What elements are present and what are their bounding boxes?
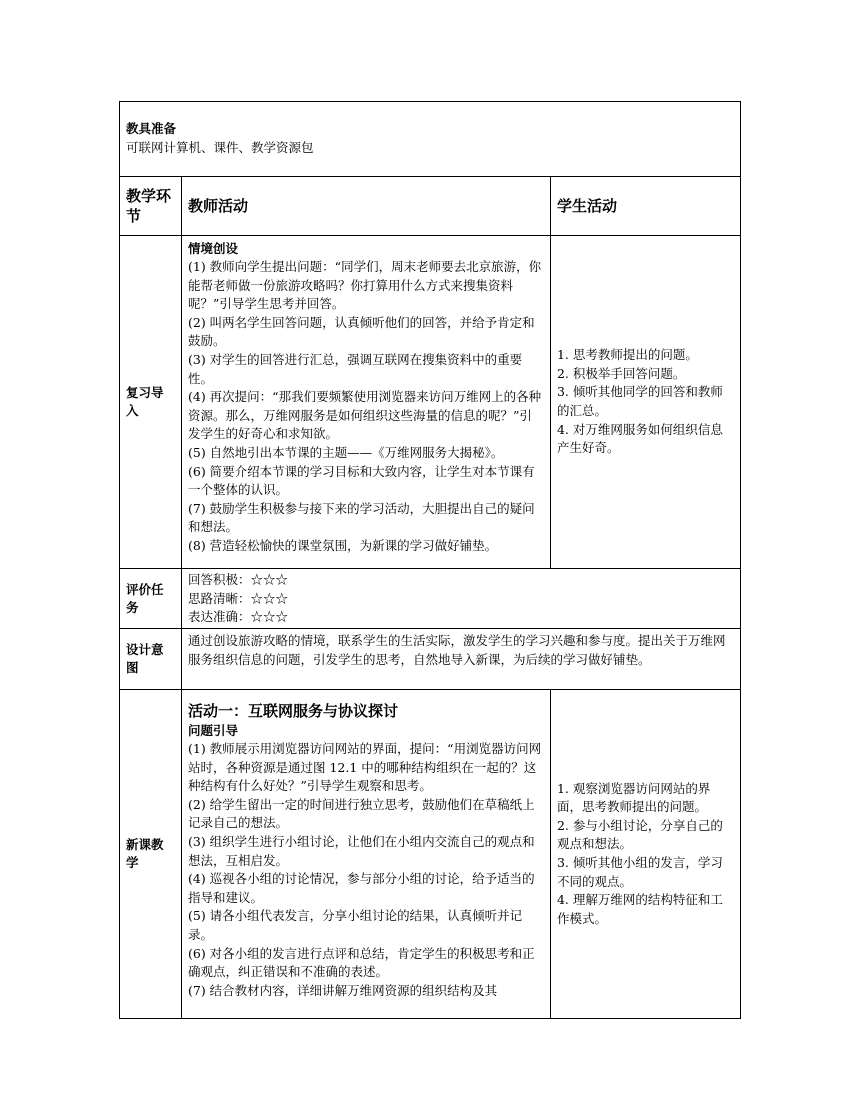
newlesson-student-cell [550,690,740,1019]
prep-cell [120,102,741,177]
review-subtitle: 情境创设 [188,241,239,256]
eval-item-2: 思路清晰：☆☆☆ [188,590,289,606]
review-student-1: 1. 思考教师提出的问题。 [556,347,698,363]
header-row [120,177,741,236]
prep-content: 可联网计算机、课件、教学资源包 [126,139,314,155]
newlesson-teacher-6: (6) 对各小组的发言进行点评和总结，肯定学生的积极思考和正确观点，纠正错误和不准确的表述。 [188,945,535,980]
lesson-plan-table [119,101,741,1019]
review-teacher-7: (7) 鼓励学生积极参与接下来的学习活动，大胆提出自己的疑问和想法。 [188,500,535,535]
design-label: 设计意图 [120,629,182,690]
newlesson-teacher-4: (4) 巡视各小组的讨论情况，参与部分小组的讨论，给予适当的指导和建议。 [188,871,535,905]
eval-item-1: 回答积极：☆☆☆ [188,572,289,587]
eval-label: 评价任务 [120,569,182,629]
review-student-3: 3. 倾听其他同学的回答和教师的汇总。 [556,384,723,418]
newlesson-label: 新课教学 [120,690,182,1019]
review-teacher-3: (3) 对学生的回答进行汇总，强调互联网在搜集资料中的重要性。 [188,351,523,386]
newlesson-student-2: 2. 参与小组讨论，分享自己的观点和想法。 [556,817,723,852]
newlesson-teacher-2: (2) 给学生留出一定的时间进行独立思考，鼓励他们在草稿纸上记录自己的想法。 [188,796,535,831]
header-stage: 教学环节 [120,177,182,236]
review-teacher-cell [182,236,551,569]
review-student-cell [550,236,740,569]
review-student-4: 4. 对万维网服务如何组织信息产生好奇。 [556,421,723,456]
review-row [120,236,741,569]
review-teacher-2: (2) 叫两名学生回答问题，认真倾听他们的回答，并给予肯定和鼓励。 [188,314,535,349]
newlesson-teacher-5: (5) 请各小组代表发言，分享小组讨论的结果，认真倾听并记录。 [188,908,523,942]
newlesson-subtitle: 问题引导 [188,723,239,738]
newlesson-teacher-7: (7) 结合教材内容，详细讲解万维网资源的组织结构及其 [188,982,498,998]
header-teacher: 教师活动 [182,177,551,236]
review-teacher-5: (5) 自然地引出本节课的主题——《万维网服务大揭秘》。 [188,444,504,460]
prep-row [120,102,741,177]
newlesson-student-1: 1. 观察浏览器访问网站的界面，思考教师提出的问题。 [556,780,711,815]
activity-title: 活动一：互联网服务与协议探讨 [188,702,399,720]
newlesson-teacher-cell [182,690,551,1019]
design-content: 通过创设旅游攻略的情境，联系学生的生活实际，激发学生的学习兴趣和参与度。提出关于万维网服务组织信息的问题，引发学生的思考，自然地导入新课，为后续的学习做好铺垫。 [182,629,741,690]
newlesson-row [120,690,741,1019]
header-student: 学生活动 [550,177,740,236]
review-teacher-8: (8) 营造轻松愉快的课堂氛围，为新课的学习做好铺垫。 [188,537,498,553]
eval-item-3: 表达准确：☆☆☆ [188,609,289,625]
review-teacher-4: (4) 再次提问：“那我们要频繁使用浏览器来访问万维网上的各种资源。那么，万维网服务是如何组织这些海量的信息的呢？”引发学生的好奇心和求知欲。 [188,389,542,442]
eval-row [120,569,741,629]
review-student-2: 2. 积极举手回答问题。 [556,365,686,381]
review-teacher-1: (1) 教师向学生提出问题：“同学们，周末老师要去北京旅游，你能帮老师做一份旅游攻略吗？你打算用什么方式来搜集资料呢？”引导学生思考并回答。 [188,259,542,312]
newlesson-teacher-3: (3) 组织学生进行小组讨论，让他们在小组内交流自己的观点和想法，互相启发。 [188,833,535,868]
newlesson-student-4: 4. 理解万维网的结构特征和工作模式。 [556,892,723,926]
eval-cell [182,569,741,629]
lesson-plan-page [119,101,741,1019]
review-label: 复习导入 [120,236,182,569]
newlesson-teacher-1: (1) 教师展示用浏览器访问网站的界面，提问：“用浏览器访问网站时，各种资源是通过图 12.1 中的哪种结构组织在一起的？这种结构有什么好处？”引导学生观察和思考。 [188,741,542,794]
newlesson-student-3: 3. 倾听其他小组的发言，学习不同的观点。 [556,855,723,889]
design-row [120,629,741,690]
review-teacher-6: (6) 简要介绍本节课的学习目标和大致内容，让学生对本节课有一个整体的认识。 [188,463,535,498]
prep-title: 教具准备 [126,121,177,136]
